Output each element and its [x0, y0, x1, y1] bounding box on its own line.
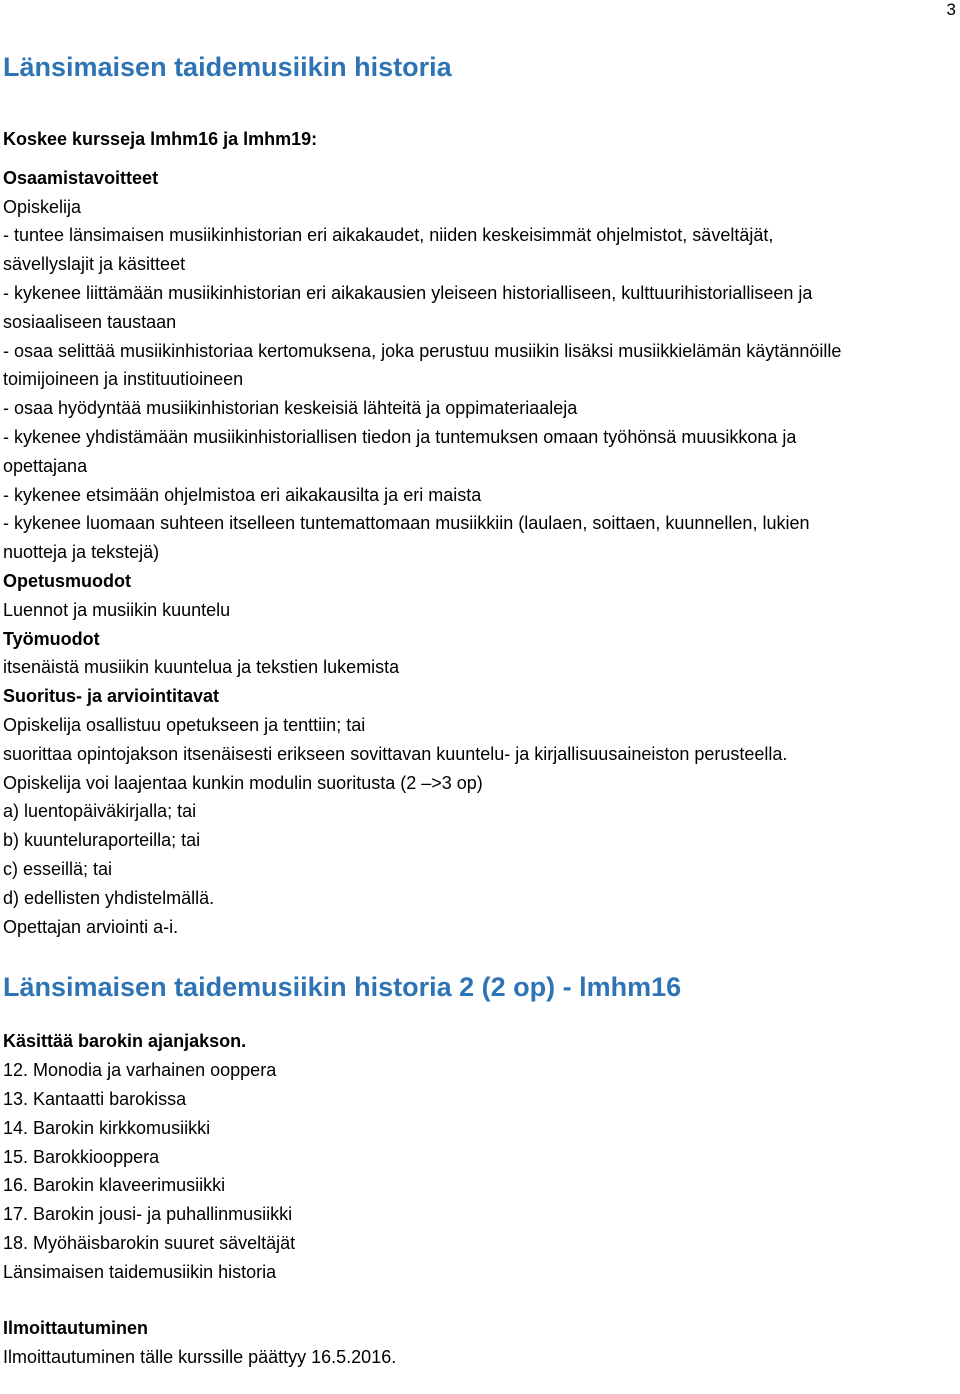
topic-item: 17. Barokin jousi- ja puhallinmusiikki — [3, 1204, 293, 1225]
topic-item: 15. Barokkiooppera — [3, 1146, 160, 1167]
assessment-list — [3, 711, 953, 941]
assessment-line: Opiskelija voi laajentaa kunkin modulin suoritusta (2 –>3 op) — [3, 772, 483, 793]
topic-item: 13. Kantaatti barokissa — [3, 1088, 187, 1109]
assessment-line: d) edellisten yhdistelmällä. — [3, 887, 215, 908]
goals-intro: Opiskelija — [3, 196, 82, 217]
goals-line: - kykenee etsimään ohjelmistoa eri aikakausilta ja eri maista — [3, 484, 482, 505]
goals-line: - kykenee yhdistämään musiikinhistoriallisen tiedon ja tuntemuksen omaan työhönsä muusikkona ja — [3, 426, 797, 447]
goals-line: toimijoineen ja instituutioineen — [3, 369, 244, 390]
topic-item: 12. Monodia ja varhainen ooppera — [3, 1060, 277, 1081]
topic-item: Länsimaisen taidemusiikin historia — [3, 1261, 277, 1282]
teaching-text: Luennot ja musiikin kuuntelu — [3, 599, 231, 620]
assessment-line: Opiskelija osallistuu opetukseen ja tenttiin; tai — [3, 714, 366, 735]
assessment-line: b) kuunteluraporteilla; tai — [3, 830, 201, 851]
section-title: Länsimaisen taidemusiikin historia — [3, 52, 452, 82]
assessment-line: Opettajan arviointi a-i. — [3, 916, 179, 937]
topics-list — [3, 1056, 953, 1286]
goals-line: - osaa selittää musiikinhistoriaa kertomuksena, joka perustuu musiikin lisäksi musiikkielämän käytännöille — [3, 340, 842, 361]
goals-line: - kykenee liittämään musiikinhistorian eri aikakausien yleiseen historialliseen, kulttuurihistorialliseen ja — [3, 282, 813, 303]
work-heading: Työmuodot — [3, 628, 100, 649]
goals-line: opettajana — [3, 455, 88, 476]
course-note: Koskee kursseja lmhm16 ja lmhm19: — [3, 129, 318, 149]
assessment-line: a) luentopäiväkirjalla; tai — [3, 801, 197, 822]
work-text: itsenäistä musiikin kuuntelua ja tekstien lukemista — [3, 657, 400, 678]
topic-item: 16. Barokin klaveerimusiikki — [3, 1175, 226, 1196]
goals-line: nuotteja ja tekstejä) — [3, 542, 160, 563]
goals-line: - kykenee luomaan suhteen itselleen tuntemattomaan musiikkiin (laulaen, soittaen, kuunnellen, lukien — [3, 513, 810, 534]
scope-heading: Käsittää barokin ajanjakson. — [3, 1031, 247, 1052]
teaching-heading: Opetusmuodot — [3, 570, 131, 591]
goals-line: sosiaaliseen taustaan — [3, 311, 177, 332]
topic-item: 18. Myöhäisbarokin suuret säveltäjät — [3, 1232, 296, 1253]
registration-text: Ilmoittautuminen tälle kurssille päättyy 16.5.2016. — [3, 1347, 397, 1368]
goals-list — [3, 221, 953, 567]
goals-line: - osaa hyödyntää musiikinhistorian keskeisiä lähteitä ja oppimateriaaleja — [3, 398, 578, 419]
assessment-heading: Suoritus- ja arviointitavat — [3, 686, 220, 707]
document-body — [3, 49, 953, 1372]
goals-line: sävellyslajit ja käsitteet — [3, 254, 186, 275]
section-2-title: Länsimaisen taidemusiikin historia 2 (2 op) - lmhm16 — [3, 972, 682, 1003]
page-number: 3 — [946, 0, 956, 19]
topic-item: 14. Barokin kirkkomusiikki — [3, 1117, 211, 1138]
assessment-line: suorittaa opintojakson itsenäisesti erikseen sovittavan kuuntelu- ja kirjallisuusaineiston perusteella. — [3, 743, 788, 764]
goals-line: - tuntee länsimaisen musiikinhistorian eri aikakaudet, niiden keskeisimmät ohjelmistot, säveltäjät, — [3, 225, 774, 246]
assessment-line: c) esseillä; tai — [3, 858, 113, 879]
goals-heading: Osaamistavoitteet — [3, 167, 159, 188]
registration-heading: Ilmoittautuminen — [3, 1318, 148, 1339]
